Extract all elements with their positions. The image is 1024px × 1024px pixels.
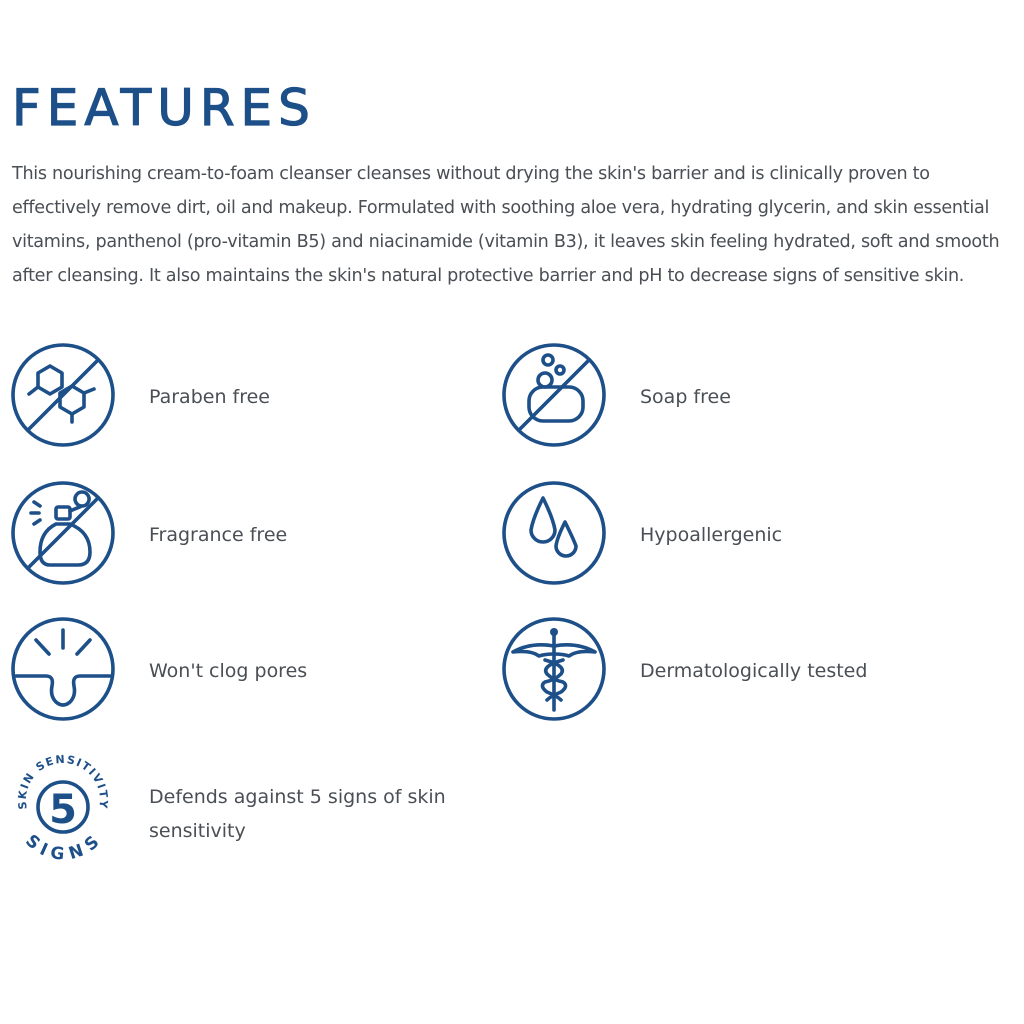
five-signs-badge-icon <box>10 754 116 860</box>
dermatologically-tested-icon <box>501 616 607 722</box>
features-heading: FEATURES <box>12 79 316 137</box>
feature-label: Soap free <box>640 386 731 408</box>
soap-free-icon <box>501 342 607 448</box>
badge-top-text: SKIN SENSITIVITY <box>15 754 111 811</box>
feature-five-signs <box>10 754 490 864</box>
feature-fragrance-free <box>10 480 490 590</box>
feature-dermatologically-tested <box>501 616 981 726</box>
feature-label: Dermatologically tested <box>640 660 868 682</box>
feature-wont-clog-pores <box>10 616 490 726</box>
feature-soap-free <box>501 342 981 452</box>
feature-list <box>10 342 1010 862</box>
paraben-free-icon <box>10 342 116 448</box>
feature-label: Paraben free <box>149 386 270 408</box>
wont-clog-pores-icon <box>10 616 116 722</box>
feature-paraben-free <box>10 342 490 452</box>
badge-bottom-text: SIGNS <box>21 830 105 860</box>
feature-label: Hypoallergenic <box>640 524 783 546</box>
feature-label: Won't clog pores <box>149 660 308 682</box>
feature-hypoallergenic <box>501 480 981 590</box>
product-description: This nourishing cream-to-foam cleanser cleanses without drying the skin's barrier and is clinically proven to effectively remove dirt, oil and makeup. Formulated with soothing aloe vera, hydrating glycerin, and skin essential vitamins, panthenol (pro-vitamin B5) and niacinamide (vitamin B3), it leaves skin feeling hydrated, soft and smooth after cleansing. It also maintains the skin's natural protective barrier and pH to decrease signs of sensitive skin. <box>12 164 1000 286</box>
svg-text:SIGNS <box>21 831 104 860</box>
badge-number: 5 <box>49 787 77 833</box>
fragrance-free-icon <box>10 480 116 586</box>
hypoallergenic-icon <box>501 480 607 586</box>
feature-label: Defends against 5 signs of skin sensitivity <box>149 786 446 842</box>
feature-label: Fragrance free <box>149 524 288 546</box>
